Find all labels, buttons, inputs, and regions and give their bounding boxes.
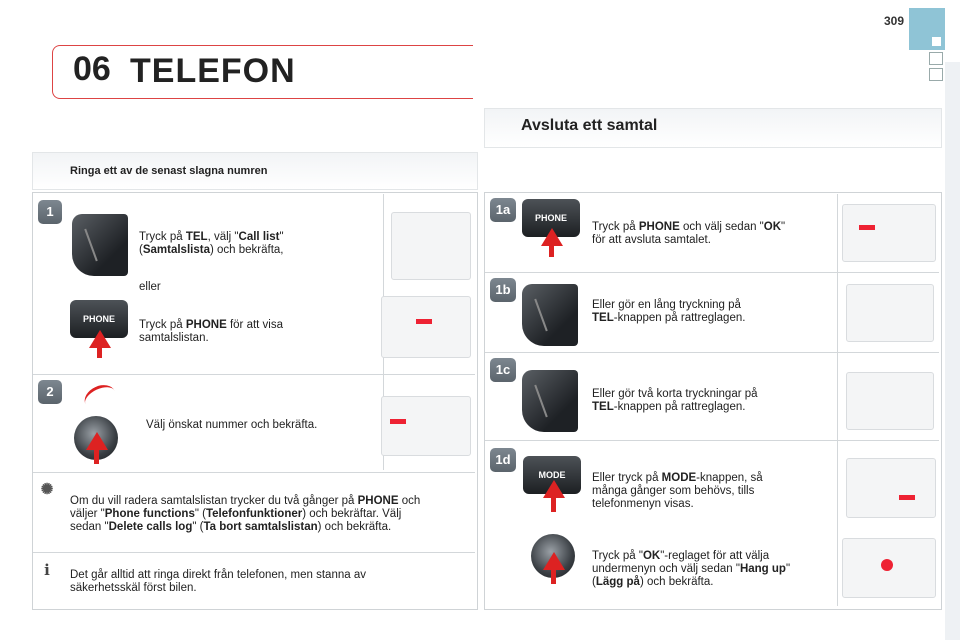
step1-or: eller [139,281,161,293]
side-strip [945,62,960,640]
step-badge-1c: 1c [490,358,516,382]
left-section-subtitle: Ringa ett av de senast slagna numren [70,165,268,177]
tip-line3: sedan "Delete calls log" (Ta bort samtalslistan) och bekräfta. [70,521,392,533]
step1d-ok-line3: (Lägg på) och bekräfta. [592,576,714,588]
mode-button-image: MODE [523,456,581,494]
press-arrow-icon [541,228,563,246]
radio-unit-thumbnail [381,396,471,456]
radio-unit-thumbnail [846,458,936,518]
step1c-line2: TEL-knappen på rattreglagen. [592,401,746,413]
tip-line2: väljer "Phone functions" (Telefonfunktioner) och bekräftar. Välj [70,508,402,520]
step2-text: Välj önskat nummer och bekräfta. [146,419,318,431]
step1d-line2: många gånger som behövs, tills [592,485,755,497]
press-arrow-icon [89,330,111,348]
info-icon: i [44,561,50,579]
chapter-title: TELEFON [130,52,296,90]
press-arrow-icon [543,480,565,498]
corner-tab [909,8,945,50]
steering-stalk-image [72,214,128,276]
step1d-ok-line2: undermenyn och välj sedan "Hang up" [592,563,791,575]
step1c-line1: Eller gör två korta tryckningar på [592,388,758,400]
press-arrow-icon [543,552,565,570]
steering-stalk-image [522,284,578,346]
tip-line1: Om du vill radera samtalslistan trycker du två gånger på PHONE och [70,495,421,507]
right-section-title: Avsluta ett samtal [521,117,658,134]
step1b-line1: Eller gör en lång tryckning på [592,299,741,311]
page-number: 309 [883,14,904,28]
tip-sun-icon: ✺ [40,481,54,498]
radio-unit-thumbnail [842,538,936,598]
steering-wheel-thumbnail [391,212,471,280]
step1d-line3: telefonmenyn visas. [592,498,694,510]
step1d-line1: Eller tryck på MODE-knappen, så [592,472,763,484]
steering-wheel-thumbnail [846,284,934,342]
press-arrow-icon [86,432,108,450]
step1-text-line4: samtalslistan. [139,332,209,344]
side-checkbox [929,52,943,65]
step1-text-line1: Tryck på TEL, välj "Call list" [139,231,284,243]
info-line1: Det går alltid att ringa direkt från telefonen, men stanna av [70,569,366,581]
step-badge-1a: 1a [490,198,516,222]
radio-unit-thumbnail [842,204,936,262]
step-badge-1: 1 [38,200,62,224]
phone-button-image: PHONE [522,199,580,237]
steering-stalk-image [522,370,578,432]
step1d-ok-line1: Tryck på "OK"-reglaget för att välja [592,550,770,562]
radio-unit-thumbnail [381,296,471,358]
step1b-line2: TEL-knappen på rattreglagen. [592,312,746,324]
info-line2: säkerhetsskäl först bilen. [70,582,197,594]
step-badge-1d: 1d [490,448,516,472]
side-checkbox [929,68,943,81]
step-badge-1b: 1b [490,278,516,302]
chapter-number: 06 [73,50,111,88]
step1-text-line2: (Samtalslista) och bekräfta, [139,244,284,256]
step1a-line1: Tryck på PHONE och välj sedan "OK" [592,221,786,233]
step-badge-2: 2 [38,380,62,404]
step1-text-line3: Tryck på PHONE för att visa [139,319,284,331]
step1a-line2: för att avsluta samtalet. [592,234,711,246]
phone-button-image: PHONE [70,300,128,338]
steering-wheel-thumbnail [846,372,934,430]
